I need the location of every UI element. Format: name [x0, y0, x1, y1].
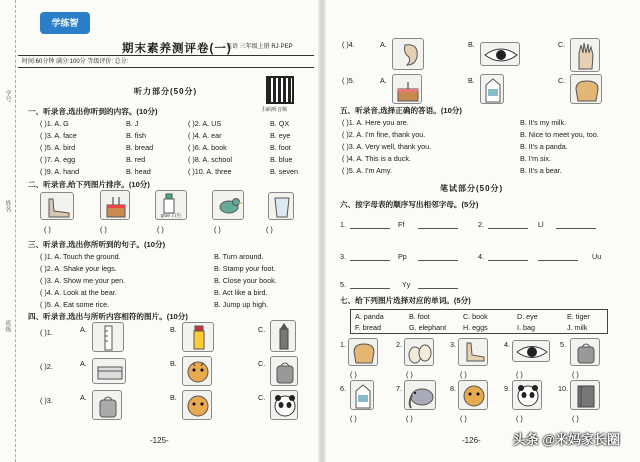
choice-item[interactable]: ( )8. A. school [188, 155, 232, 164]
choice-item[interactable]: ( )2. A. US [188, 119, 222, 128]
ear-picture[interactable] [392, 38, 424, 70]
crayon-picture[interactable] [270, 320, 296, 352]
ear-icon [393, 39, 425, 71]
answer-blank[interactable]: ( ) [516, 414, 523, 423]
cup-icon [269, 193, 295, 221]
ruler-picture[interactable] [92, 322, 124, 352]
choice-item[interactable]: ( )3. A. Very well, thank you. [342, 142, 432, 151]
tiger-picture[interactable] [182, 356, 212, 386]
right-page [322, 0, 640, 462]
item-number: 4. [504, 340, 510, 349]
info-text: 时间:60分钟 满分:100分 等级评价: 总分: [22, 59, 129, 65]
binding-label: 班级 [4, 320, 10, 332]
item-number: 4. [478, 252, 484, 261]
item-number: 5. [560, 340, 566, 349]
binding-margin [0, 0, 16, 462]
given-letter: Pp [398, 252, 407, 261]
bread-picture[interactable] [570, 74, 602, 104]
choice-item[interactable]: ( )5. A. bird [40, 143, 76, 152]
tiger-icon [183, 391, 213, 421]
item-number: 6. [340, 384, 346, 393]
option-label[interactable]: A. [80, 325, 87, 334]
eggs-icon [405, 339, 435, 367]
word-option: D. eye [517, 312, 538, 321]
option-label[interactable]: C. [258, 359, 266, 368]
choice-item[interactable]: B. It's a bear. [520, 166, 562, 175]
word-option: I. bag [517, 323, 535, 332]
hand-picture[interactable] [570, 38, 600, 72]
answer-blank[interactable]: ( ) [406, 370, 413, 379]
word-option: G. elephant [409, 323, 447, 332]
binding-label: 学号 [4, 90, 10, 102]
choice-item[interactable]: ( )10. A. three [188, 167, 232, 176]
given-letter: Ff [398, 220, 405, 229]
crayon-icon [271, 321, 297, 353]
choice-item[interactable]: ( )4. A. ear [188, 131, 222, 140]
book-icon [571, 381, 601, 411]
choice-item[interactable]: B. Stamp your foot. [214, 264, 276, 273]
item-number: 2. [478, 220, 484, 229]
eye-picture [512, 340, 550, 362]
answer-blank[interactable]: ( ) [406, 414, 413, 423]
writing-part-heading: 笔试部分(50分) [440, 184, 504, 193]
question-number: ( )5. [342, 76, 355, 85]
foot-icon [41, 193, 75, 221]
cake-picture [100, 190, 130, 220]
section-6-heading: 六、按字母表的顺序写出相邻字母。(5分) [340, 200, 479, 209]
option-label[interactable]: B. [170, 325, 177, 334]
exam-meta: 英语 三年级上册 RJ·PEP [226, 44, 293, 50]
option-label[interactable]: A. [380, 76, 387, 85]
option-label[interactable]: B. [468, 76, 475, 85]
choice-item[interactable]: B. Close your book. [214, 276, 277, 285]
milk-picture[interactable] [480, 74, 504, 104]
choice-item[interactable]: B. fish [126, 131, 146, 140]
choice-item[interactable]: ( )6. A. book [188, 143, 227, 152]
ruler-icon [93, 323, 125, 353]
bag-icon [93, 391, 123, 421]
choice-item[interactable]: B. blue [270, 155, 293, 164]
panda-icon [513, 381, 543, 411]
item-number: 3. [450, 340, 456, 349]
bread-icon [349, 339, 379, 367]
choice-item[interactable]: B. red [126, 155, 146, 164]
word-option: F. bread [355, 323, 381, 332]
write-line[interactable] [556, 228, 596, 229]
elephant-picture [404, 380, 436, 410]
watermark: 头条 @米妈家长圈 [512, 432, 620, 447]
question-number: ( )1. [40, 328, 53, 337]
choice-item[interactable]: B. head [126, 167, 151, 176]
choice-item[interactable]: B. Turn around. [214, 252, 264, 261]
bag-picture[interactable] [270, 356, 298, 386]
choice-item[interactable]: B. J [126, 119, 139, 128]
foot-picture [458, 338, 488, 366]
glue-label: glue 白色 [160, 213, 182, 219]
given-letter: Uu [592, 252, 602, 261]
choice-item[interactable]: B. eye [270, 131, 291, 140]
item-number: 3. [340, 252, 346, 261]
answer-blank[interactable]: ( ) [460, 414, 467, 423]
bag-picture[interactable] [92, 390, 122, 420]
foot-icon [459, 339, 489, 367]
word-option: H. eggs [463, 323, 488, 332]
choice-item[interactable]: B. QX [270, 119, 290, 128]
item-number: 10. [558, 384, 568, 393]
eye-picture[interactable] [480, 42, 520, 66]
write-line[interactable] [350, 288, 390, 289]
foot-picture [40, 192, 74, 220]
write-line[interactable] [350, 260, 390, 261]
bird-picture [212, 190, 244, 220]
bird-icon [213, 191, 245, 221]
given-letter: Ll [538, 220, 544, 229]
option-label[interactable]: B. [170, 393, 177, 402]
option-label[interactable]: A. [80, 359, 87, 368]
choice-item[interactable]: B. Nice to meet you, too. [520, 130, 599, 139]
milk-carton-icon [351, 381, 375, 411]
choice-item[interactable]: ( )5. A. I'm Amy. [342, 166, 392, 175]
section-3-heading: 三、听录音,选出你所听到的句子。(10分) [28, 240, 166, 249]
panda-picture [512, 380, 542, 410]
choice-item[interactable]: ( )1. A. Here you are. [342, 118, 409, 127]
section-7-heading: 七、给下列图片选择对应的单词。(5分) [340, 296, 471, 305]
glue-stick-icon [183, 323, 215, 353]
panda-picture[interactable] [270, 390, 298, 420]
pencil-box-icon [93, 359, 127, 385]
choice-item[interactable]: B. Jump up high. [214, 300, 268, 309]
pencil-box-picture[interactable] [92, 358, 126, 384]
choice-item[interactable]: ( )4. A. This is a duck. [342, 154, 411, 163]
milk-carton-icon [481, 75, 505, 105]
item-number: 5. [340, 280, 346, 289]
option-label[interactable]: B. [170, 359, 177, 368]
item-number: 1. [340, 340, 346, 349]
page-number: -125- [150, 436, 169, 445]
choice-item[interactable]: ( )3. A. face [40, 131, 77, 140]
given-letter: Yy [402, 280, 411, 289]
choice-item[interactable]: B. seven [270, 167, 298, 176]
answer-blank[interactable]: ( ) [214, 225, 221, 234]
option-label[interactable]: A. [380, 40, 387, 49]
word-option: A. panda [355, 312, 384, 321]
cake-icon [393, 75, 423, 105]
choice-item[interactable]: B. Act like a bird. [214, 288, 268, 297]
choice-item[interactable]: ( )9. A. hand [40, 167, 80, 176]
write-line[interactable] [418, 288, 458, 289]
brand-logo: 学练智 [40, 12, 90, 34]
panda-icon [271, 391, 299, 421]
answer-blank[interactable]: ( ) [350, 370, 357, 379]
write-line[interactable] [350, 228, 390, 229]
choice-item[interactable]: ( )3. A. Show me your pen. [40, 276, 126, 285]
bag-picture [570, 338, 600, 366]
item-number: 9. [504, 384, 510, 393]
bag-icon [271, 357, 299, 387]
glue-picture[interactable] [182, 322, 214, 352]
cup-picture [268, 192, 294, 220]
option-label[interactable]: C. [558, 40, 566, 49]
write-line[interactable] [418, 228, 458, 229]
choice-item[interactable]: ( )2. A. I'm fine, thank you. [342, 130, 426, 139]
word-option: B. foot [409, 312, 430, 321]
qr-caption: 扫码听音频 [262, 107, 288, 113]
choice-item[interactable]: ( )7. A. egg [40, 155, 76, 164]
section-5-heading: 五、听录音,选择正确的答语。(10分) [340, 106, 462, 115]
choice-item[interactable]: B. foot [270, 143, 291, 152]
question-number: ( )2. [40, 362, 53, 371]
choice-item[interactable]: ( )1. A. Touch the ground. [40, 252, 121, 261]
eggs-picture [404, 338, 434, 366]
section-2-heading: 二、听录音,给下列图片排序。(10分) [28, 180, 150, 189]
word-option: E. tiger [567, 312, 590, 321]
hand-icon [571, 39, 601, 73]
item-number: 2. [396, 340, 402, 349]
tiger-icon [459, 381, 489, 411]
tiger-picture [458, 380, 488, 410]
elephant-icon [405, 381, 437, 411]
answer-blank[interactable]: ( ) [100, 225, 107, 234]
choice-item[interactable]: B. It's my milk. [520, 118, 567, 127]
tiger-icon [183, 357, 213, 387]
option-label[interactable]: C. [258, 325, 266, 334]
section-1-heading: 一、听录音,选出你听到的内容。(10分) [28, 107, 158, 116]
answer-blank[interactable]: ( ) [157, 225, 164, 234]
cake-picture[interactable] [392, 74, 422, 104]
option-label[interactable]: C. [258, 393, 266, 402]
eye-icon [481, 43, 521, 67]
choice-item[interactable]: ( )5. A. Eat some rice. [40, 300, 110, 309]
book-picture [570, 380, 600, 410]
write-line[interactable] [538, 260, 578, 261]
item-number: 7. [396, 384, 402, 393]
word-option: J. milk [567, 323, 588, 332]
bread-icon [571, 75, 603, 105]
choice-item[interactable]: B. bread [126, 143, 154, 152]
qr-code[interactable] [266, 76, 294, 104]
milk-picture [350, 380, 374, 410]
question-number: ( )3. [40, 396, 53, 405]
eye-icon [513, 341, 551, 363]
binding-label: 姓名 [4, 200, 10, 212]
exam-title: 期末素养测评卷(一) [122, 43, 232, 55]
write-line[interactable] [488, 228, 528, 229]
word-bank [350, 309, 608, 334]
tiger-picture[interactable] [182, 390, 212, 420]
answer-blank[interactable]: ( ) [460, 370, 467, 379]
choice-item[interactable]: ( )2. A. Shake your legs. [40, 264, 117, 273]
page-number: -126- [462, 436, 481, 445]
write-line[interactable] [488, 260, 528, 261]
cake-icon [101, 191, 131, 221]
choice-item[interactable]: ( )1. A. G [40, 119, 69, 128]
choice-item[interactable]: ( )4. A. Look at the bear. [40, 288, 117, 297]
write-line[interactable] [418, 260, 458, 261]
answer-blank[interactable]: ( ) [572, 414, 579, 423]
option-label[interactable]: C. [558, 76, 566, 85]
word-option: C. book [463, 312, 488, 321]
choice-item[interactable]: B. It's a panda. [520, 142, 568, 151]
bread-picture [348, 338, 378, 366]
answer-blank[interactable]: ( ) [350, 414, 357, 423]
answer-blank[interactable]: ( ) [44, 225, 51, 234]
listening-part-heading: 听力部分(50分) [134, 87, 198, 96]
item-number: 8. [450, 384, 456, 393]
answer-blank[interactable]: ( ) [572, 370, 579, 379]
option-label[interactable]: A. [80, 393, 87, 402]
question-number: ( )4. [342, 40, 355, 49]
option-label[interactable]: B. [468, 40, 475, 49]
choice-item[interactable]: B. I'm six. [520, 154, 551, 163]
answer-blank[interactable]: ( ) [266, 225, 273, 234]
item-number: 1. [340, 220, 346, 229]
answer-blank[interactable]: ( ) [516, 370, 523, 379]
info-bar [18, 55, 314, 68]
section-4-heading: 四、听录音,选出与所听内容相符的图片。(10分) [28, 312, 188, 321]
glue-picture [155, 190, 187, 220]
bag-icon [571, 339, 601, 367]
